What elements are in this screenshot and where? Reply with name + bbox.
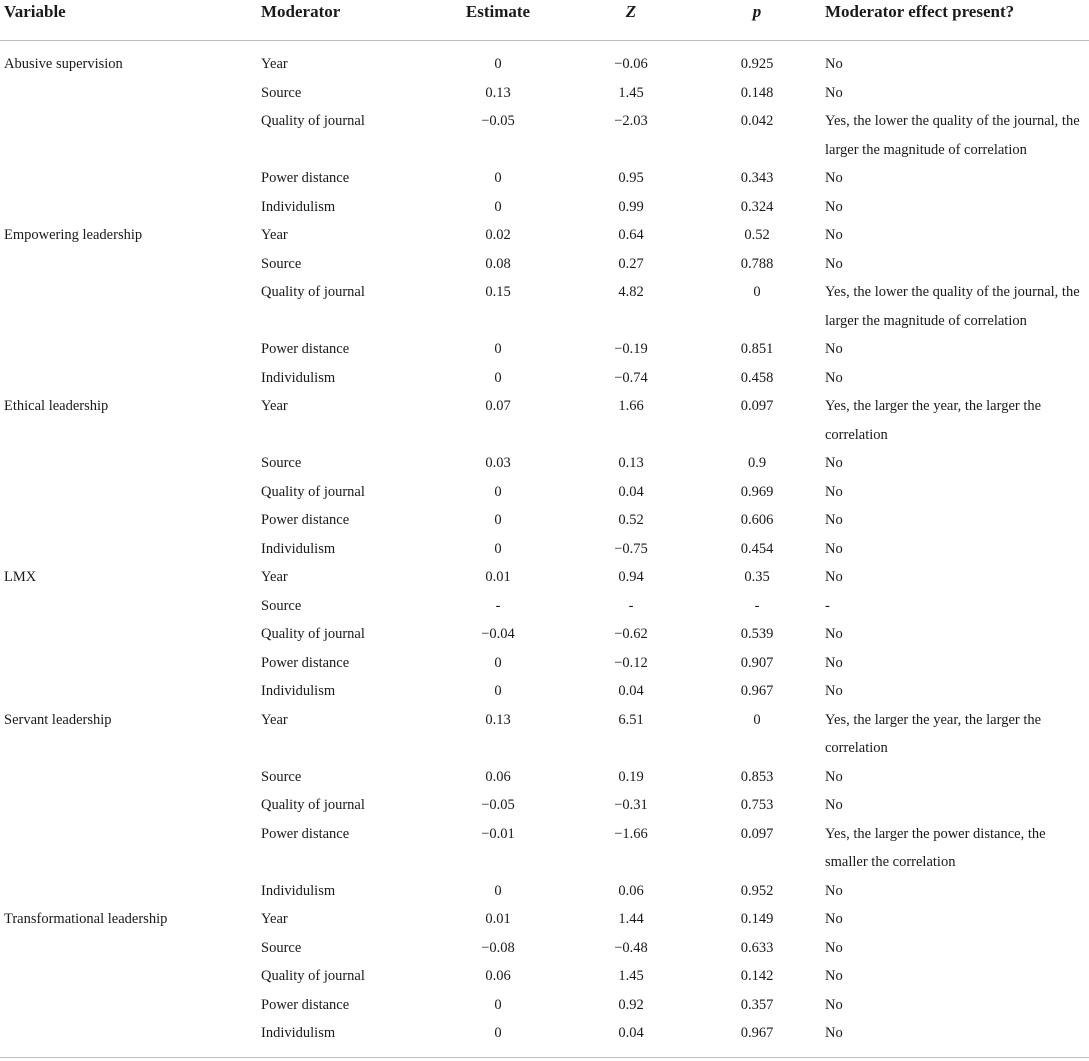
cell-p: 0.606 — [740, 512, 774, 528]
cell-variable — [0, 335, 257, 364]
cell-estimate: 0 — [494, 198, 502, 215]
cell-variable — [0, 250, 257, 279]
cell-p: 0.148 — [740, 84, 774, 101]
cell-estimate: 0 — [494, 170, 502, 186]
cell-z: 1.45 — [618, 968, 644, 984]
cell-effect: No — [825, 797, 843, 813]
table-row — [0, 991, 1089, 1020]
cell-effect: No — [825, 626, 843, 642]
cell-variable — [0, 820, 257, 877]
table-row — [0, 905, 1089, 934]
cell-moderator: Source — [261, 255, 302, 272]
cell-p: 0.042 — [740, 113, 774, 129]
cell-effect: Yes, the lower the quality of the journal, the larger the magnitude of correlation — [825, 113, 1080, 158]
cell-effect: No — [825, 255, 843, 272]
cell-estimate: 0.15 — [485, 284, 511, 300]
header-variable: Variable — [0, 0, 257, 41]
cell-moderator: Power distance — [261, 341, 350, 357]
cell-variable — [0, 449, 257, 478]
cell-p: 0.357 — [740, 996, 774, 1013]
cell-p: 0.35 — [744, 569, 770, 585]
cell-estimate: 0.01 — [485, 569, 511, 585]
table-row — [0, 877, 1089, 906]
cell-p: 0 — [753, 284, 761, 300]
cell-estimate: 0.13 — [485, 84, 511, 101]
cell-moderator: Year — [261, 911, 288, 927]
cell-moderator: Power distance — [261, 825, 350, 842]
cell-estimate: 0.01 — [485, 911, 511, 927]
cell-estimate: −0.05 — [481, 113, 515, 129]
table-row — [0, 677, 1089, 706]
cell-z: 0.52 — [618, 512, 644, 528]
table-row — [0, 278, 1089, 335]
cell-variable: Empowering leadership — [4, 227, 143, 243]
cell-p: 0.343 — [740, 170, 774, 186]
cell-z: 0.04 — [618, 1025, 644, 1041]
header-moderator: Moderator — [257, 0, 427, 41]
cell-effect: No — [825, 483, 843, 500]
cell-estimate: 0.02 — [485, 227, 511, 243]
cell-estimate: 0 — [494, 56, 502, 72]
cell-variable — [0, 535, 257, 564]
cell-estimate: 0 — [494, 683, 502, 699]
cell-z: 0.27 — [618, 255, 644, 272]
cell-z: 0.04 — [618, 483, 644, 500]
cell-p: 0.952 — [740, 882, 774, 899]
cell-variable — [0, 79, 257, 108]
cell-effect: No — [825, 939, 843, 956]
table-row — [0, 364, 1089, 393]
cell-z: 0.04 — [618, 683, 644, 699]
cell-variable — [0, 620, 257, 649]
cell-moderator: Quality of journal — [261, 483, 365, 500]
cell-effect: No — [825, 569, 843, 585]
cell-effect: No — [825, 968, 843, 984]
cell-estimate: 0 — [494, 1025, 502, 1041]
cell-estimate: 0 — [494, 512, 502, 528]
cell-effect: No — [825, 455, 843, 471]
cell-variable — [0, 763, 257, 792]
cell-estimate: 0 — [494, 341, 502, 357]
cell-z: −0.48 — [614, 939, 648, 956]
cell-variable: Servant leadership — [4, 711, 112, 728]
cell-z: 1.45 — [618, 84, 644, 101]
cell-moderator: Source — [261, 768, 302, 785]
cell-z: −0.12 — [614, 654, 648, 671]
cell-effect: No — [825, 198, 843, 215]
cell-p: 0.097 — [740, 398, 774, 414]
table-row — [0, 962, 1089, 991]
cell-estimate: 0.07 — [485, 398, 511, 414]
cell-p: 0.633 — [740, 939, 774, 956]
table-row — [0, 535, 1089, 564]
cell-moderator: Source — [261, 455, 302, 471]
cell-effect: No — [825, 1025, 843, 1041]
cell-effect: No — [825, 683, 843, 699]
cell-moderator: Power distance — [261, 512, 350, 528]
cell-estimate: 0 — [494, 882, 502, 899]
header-effect: Moderator effect present? — [821, 0, 1089, 41]
cell-moderator: Source — [261, 597, 302, 614]
cell-variable — [0, 164, 257, 193]
cell-variable — [0, 107, 257, 164]
cell-moderator: Individulism — [261, 683, 336, 699]
cell-moderator: Year — [261, 56, 288, 72]
table-row — [0, 620, 1089, 649]
cell-moderator: Individulism — [261, 198, 336, 215]
cell-effect: No — [825, 512, 843, 528]
cell-z: −0.75 — [614, 540, 648, 557]
cell-p: 0.324 — [740, 198, 774, 215]
cell-effect: Yes, the larger the power distance, the smaller the correlation — [825, 825, 1046, 870]
cell-variable — [0, 791, 257, 820]
cell-p: 0.458 — [740, 369, 774, 386]
cell-moderator: Quality of journal — [261, 797, 365, 813]
cell-p: 0.52 — [744, 227, 770, 243]
table-header — [0, 0, 1089, 41]
cell-moderator: Power distance — [261, 996, 350, 1013]
cell-estimate: −0.04 — [481, 626, 515, 642]
cell-estimate: 0 — [494, 996, 502, 1013]
cell-estimate: 0 — [494, 540, 502, 557]
cell-estimate: - — [495, 597, 501, 614]
cell-effect: No — [825, 56, 843, 72]
header-estimate: Estimate — [427, 0, 569, 41]
cell-z: −0.62 — [614, 626, 648, 642]
cell-estimate: −0.01 — [481, 825, 515, 842]
cell-z: 1.44 — [618, 911, 644, 927]
cell-variable — [0, 506, 257, 535]
cell-moderator: Quality of journal — [261, 626, 365, 642]
cell-z: −0.74 — [614, 369, 648, 386]
cell-z: −0.31 — [614, 797, 648, 813]
cell-variable — [0, 1019, 257, 1048]
cell-z: −2.03 — [614, 113, 648, 129]
cell-effect: Yes, the larger the year, the larger the correlation — [825, 398, 1042, 443]
cell-moderator: Power distance — [261, 654, 350, 671]
table-row — [0, 563, 1089, 592]
cell-z: 0.99 — [618, 198, 644, 215]
cell-estimate: 0.06 — [485, 768, 511, 785]
cell-variable: Ethical leadership — [4, 398, 109, 414]
table-row — [0, 791, 1089, 820]
cell-effect: Yes, the larger the year, the larger the correlation — [825, 711, 1042, 756]
cell-p: 0.967 — [740, 683, 774, 699]
cell-estimate: 0.13 — [485, 711, 511, 728]
table-row — [0, 649, 1089, 678]
cell-p: 0.969 — [740, 483, 774, 500]
cell-estimate: 0 — [494, 654, 502, 671]
table-row — [0, 763, 1089, 792]
cell-z: 0.19 — [618, 768, 644, 785]
cell-p: 0.142 — [740, 968, 774, 984]
cell-moderator: Individulism — [261, 882, 336, 899]
table-row — [0, 41, 1089, 79]
cell-variable — [0, 962, 257, 991]
cell-p: 0.907 — [740, 654, 774, 671]
cell-variable — [0, 478, 257, 507]
cell-effect: No — [825, 227, 843, 243]
cell-z: - — [628, 597, 634, 614]
cell-estimate: 0 — [494, 369, 502, 386]
cell-effect: Yes, the lower the quality of the journal, the larger the magnitude of correlation — [825, 284, 1080, 329]
table-row — [0, 193, 1089, 222]
cell-p: 0.925 — [740, 56, 774, 72]
cell-moderator: Year — [261, 398, 288, 414]
cell-variable — [0, 364, 257, 393]
table-row — [0, 221, 1089, 250]
table-row — [0, 934, 1089, 963]
table-row — [0, 820, 1089, 877]
header-p: p — [693, 0, 821, 41]
cell-estimate: 0.08 — [485, 255, 511, 272]
cell-variable — [0, 592, 257, 621]
cell-z: 0.64 — [618, 227, 644, 243]
header-z: Z — [569, 0, 693, 41]
table-row — [0, 478, 1089, 507]
cell-effect: No — [825, 84, 843, 101]
cell-variable: LMX — [4, 569, 37, 585]
cell-effect: No — [825, 654, 843, 671]
cell-estimate: −0.08 — [481, 939, 515, 956]
table-row — [0, 335, 1089, 364]
table-row — [0, 79, 1089, 108]
cell-p: 0 — [753, 711, 761, 728]
cell-moderator: Power distance — [261, 170, 350, 186]
cell-p: 0.149 — [740, 911, 774, 927]
table-body — [0, 41, 1089, 1048]
cell-variable — [0, 877, 257, 906]
cell-moderator: Individulism — [261, 540, 336, 557]
cell-effect: No — [825, 170, 843, 186]
cell-effect: No — [825, 996, 843, 1013]
table-row — [0, 107, 1089, 164]
cell-z: −0.19 — [614, 341, 648, 357]
cell-moderator: Source — [261, 84, 302, 101]
cell-moderator: Quality of journal — [261, 968, 365, 984]
cell-effect: No — [825, 882, 843, 899]
table-row — [0, 250, 1089, 279]
cell-z: 0.94 — [618, 569, 644, 585]
cell-p: 0.9 — [747, 455, 767, 471]
cell-effect: No — [825, 341, 843, 357]
cell-moderator: Year — [261, 227, 288, 243]
cell-z: 1.66 — [618, 398, 644, 414]
cell-p: 0.454 — [740, 540, 774, 557]
cell-z: 0.13 — [618, 455, 644, 471]
cell-z: −0.06 — [614, 56, 648, 72]
cell-variable — [0, 649, 257, 678]
cell-effect: - — [825, 597, 830, 614]
table-row — [0, 706, 1089, 763]
cell-variable: Abusive supervision — [4, 56, 123, 72]
table-row — [0, 449, 1089, 478]
cell-variable — [0, 991, 257, 1020]
bottom-rule — [0, 1057, 1089, 1058]
cell-p: 0.851 — [740, 341, 774, 357]
table-row — [0, 164, 1089, 193]
cell-z: 0.95 — [618, 170, 644, 186]
header-row — [0, 0, 1089, 41]
cell-moderator: Year — [261, 569, 288, 585]
cell-moderator: Individulism — [261, 369, 336, 386]
table-row — [0, 392, 1089, 449]
cell-p: 0.539 — [740, 626, 774, 642]
cell-p: 0.853 — [740, 768, 774, 785]
cell-variable: Transformational leadership — [4, 911, 168, 927]
cell-estimate: 0.03 — [485, 455, 511, 471]
cell-variable — [0, 278, 257, 335]
cell-z: 0.92 — [618, 996, 644, 1013]
table-row — [0, 592, 1089, 621]
cell-effect: No — [825, 369, 843, 386]
table-row — [0, 506, 1089, 535]
cell-estimate: 0 — [494, 483, 502, 500]
cell-variable — [0, 934, 257, 963]
cell-p: 0.753 — [740, 797, 774, 813]
cell-z: 4.82 — [618, 284, 644, 300]
table-row — [0, 1019, 1089, 1048]
cell-moderator: Year — [261, 711, 288, 728]
cell-moderator: Quality of journal — [261, 113, 365, 129]
cell-variable — [0, 677, 257, 706]
cell-estimate: −0.05 — [481, 797, 515, 813]
cell-z: 0.06 — [618, 882, 644, 899]
cell-moderator: Quality of journal — [261, 284, 365, 300]
cell-z: 6.51 — [618, 711, 644, 728]
cell-moderator: Individulism — [261, 1025, 336, 1041]
cell-z: −1.66 — [614, 825, 648, 842]
cell-moderator: Source — [261, 939, 302, 956]
cell-effect: No — [825, 911, 843, 927]
cell-p: 0.788 — [740, 255, 774, 272]
cell-variable — [0, 193, 257, 222]
cell-p: 0.097 — [740, 825, 774, 842]
cell-estimate: 0.06 — [485, 968, 511, 984]
cell-effect: No — [825, 540, 843, 557]
cell-p: - — [754, 597, 760, 614]
cell-p: 0.967 — [740, 1025, 774, 1041]
cell-effect: No — [825, 768, 843, 785]
